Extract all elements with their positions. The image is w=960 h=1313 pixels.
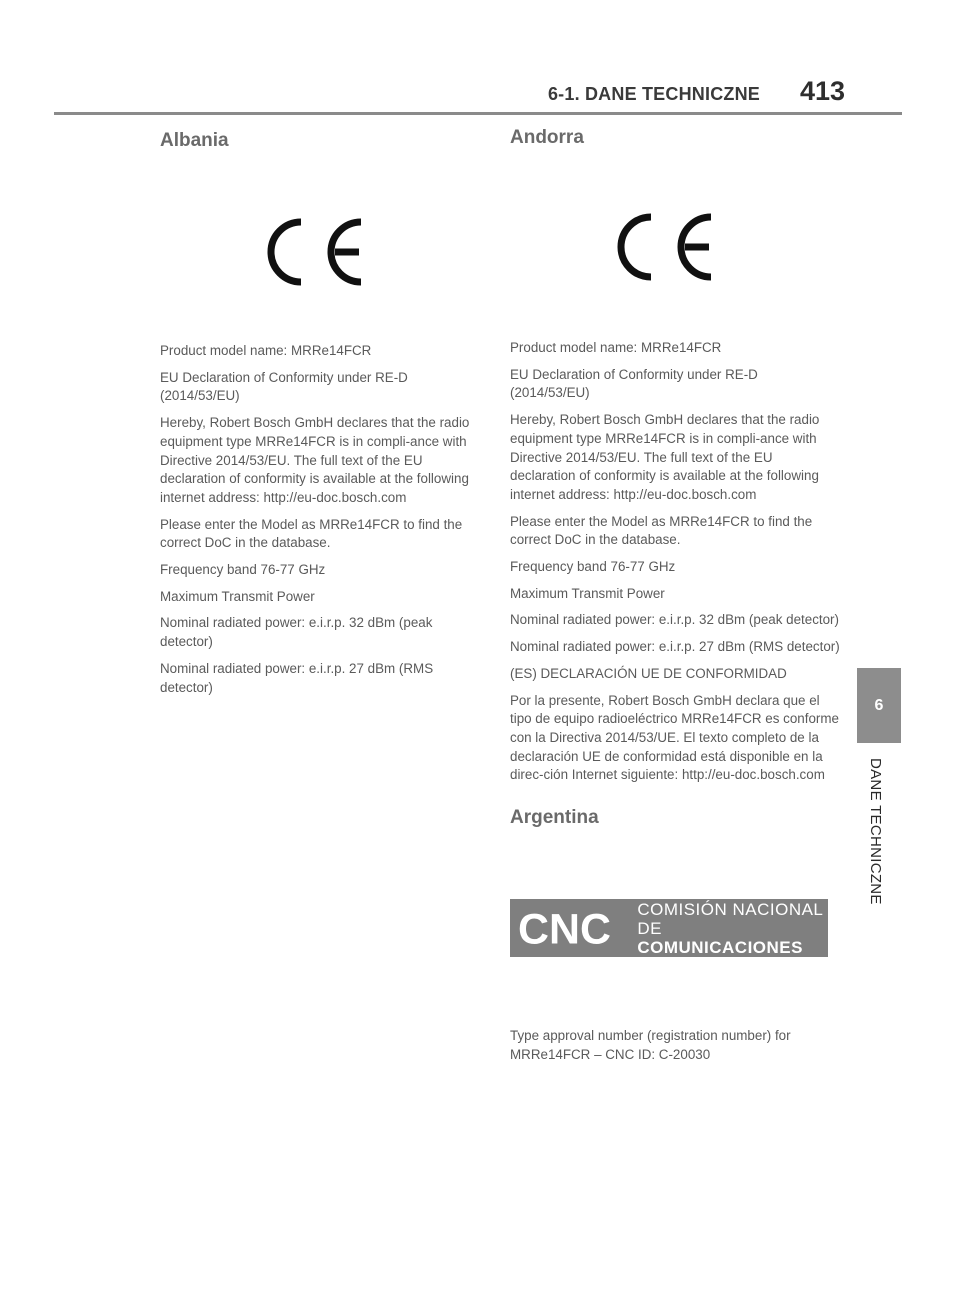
paragraph: Maximum Transmit Power bbox=[510, 585, 665, 601]
paragraph: EU Declaration of Conformity under RE-D (2014/53/EU) bbox=[160, 369, 408, 404]
andorra-heading: Andorra bbox=[510, 127, 584, 148]
albania-section bbox=[160, 130, 480, 705]
cnc-abbrev: CNC bbox=[518, 906, 611, 951]
paragraph: Nominal radiated power: e.i.r.p. 32 dBm (peak detector) bbox=[160, 615, 433, 650]
header-rule bbox=[54, 112, 902, 115]
paragraph: EU Declaration of Conformity under RE-D (2014/53/EU) bbox=[510, 366, 758, 401]
ce-mark-icon bbox=[259, 210, 369, 294]
paragraph: Product model name: MRRe14FCR bbox=[510, 340, 722, 355]
chapter-tab-label: DANE TECHNICZNE bbox=[867, 758, 884, 905]
cnc-logo-line2 bbox=[637, 919, 828, 957]
paragraph: (ES) DECLARACIÓN UE DE CONFORMIDAD bbox=[510, 665, 787, 681]
page-number: 413 bbox=[800, 76, 846, 106]
cnc-logo bbox=[510, 899, 828, 957]
paragraph: Frequency band 76-77 GHz bbox=[160, 562, 326, 578]
ce-mark-icon bbox=[609, 205, 719, 289]
paragraph: Please enter the Model as MRRe14FCR to find the correct DoC in the database. bbox=[510, 513, 813, 548]
paragraph: Product model name: MRRe14FCR bbox=[160, 343, 372, 358]
paragraph: Hereby, Robert Bosch GmbH declares that the radio equipment type MRRe14FCR is in compli-ance with Directive 2014/53/EU. The full text of the EU declaration of conformity is available at the following internet address: http://eu-doc.bosch.com bbox=[160, 415, 470, 505]
cnc-logo-line1: COMISIÓN NACIONAL bbox=[637, 899, 824, 919]
albania-heading: Albania bbox=[160, 130, 229, 151]
paragraph: Nominal radiated power: e.i.r.p. 27 dBm (RMS detector) bbox=[160, 660, 434, 695]
andorra-text bbox=[510, 339, 840, 785]
paragraph: Frequency band 76-77 GHz bbox=[510, 559, 676, 575]
paragraph: Please enter the Model as MRRe14FCR to find the correct DoC in the database. bbox=[160, 516, 463, 551]
section-title: 6-1. DANE TECHNICZNE bbox=[547, 84, 760, 104]
paragraph: Maximum Transmit Power bbox=[160, 588, 315, 604]
paragraph: Por la presente, Robert Bosch GmbH declara que el tipo de equipo radioeléctrico MRRe14FCR es conforme con la Directiva 2014/53/UE. El texto completo de la declaración UE de conformidad está disponible en la direc-ción Internet siguiente: http://eu-doc.bosch.com bbox=[510, 692, 839, 783]
argentina-heading: Argentina bbox=[510, 807, 599, 829]
cnc-logo-mark-icon bbox=[518, 906, 623, 950]
cnc-logo-line2-prefix: DE bbox=[637, 918, 662, 938]
albania-text bbox=[160, 342, 480, 697]
argentina-paragraph: Type approval number (registration number) for MRRe14FCR – CNC ID: C-20030 bbox=[510, 1028, 791, 1062]
andorra-section bbox=[510, 127, 840, 1072]
chapter-tab bbox=[857, 668, 901, 743]
paragraph: Hereby, Robert Bosch GmbH declares that the radio equipment type MRRe14FCR is in compli-ance with Directive 2014/53/EU. The full text of the EU declaration of conformity is available at the following internet address: http://eu-doc.bosch.com bbox=[510, 412, 820, 502]
paragraph: Nominal radiated power: e.i.r.p. 27 dBm (RMS detector) bbox=[510, 639, 840, 655]
chapter-tab-number: 6 bbox=[874, 696, 884, 714]
paragraph: Nominal radiated power: e.i.r.p. 32 dBm (peak detector) bbox=[510, 612, 839, 628]
cnc-logo-line2-bold: COMUNICACIONES bbox=[637, 937, 803, 957]
